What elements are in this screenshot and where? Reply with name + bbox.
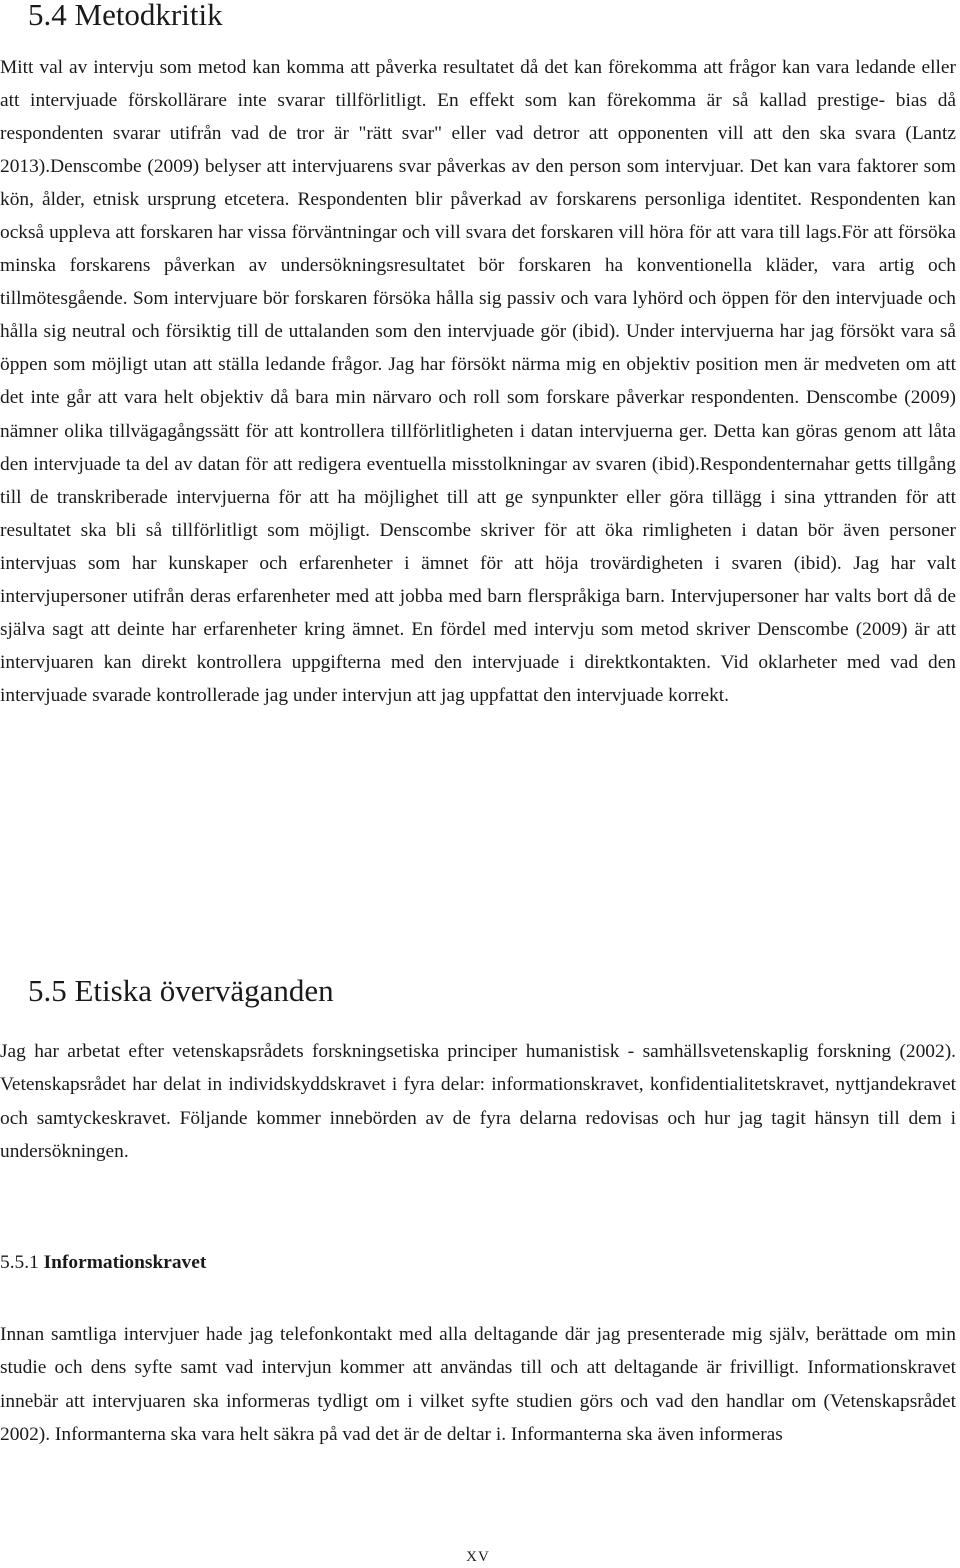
section-heading-metodkritik: 5.4 Metodkritik xyxy=(28,0,223,32)
paragraph-etiska-overvaganden: Jag har arbetat efter vetenskapsrådets forskningsetiska principer humanistisk - samhällsvetenskaplig forskning (2002). Vetenskapsrådet har delat in individskyddskravet i fyra delar: informationskravet, konfidentialitetskravet, nyttjandekravet och samtyckeskravet. Följande kommer innebörden av de fyra delarna redovisas och hur jag tagit hänsyn till dem i undersökningen. xyxy=(0,1041,956,1163)
subsection-heading-informationskravet xyxy=(0,1246,206,1279)
subsection-number: 5.5.1 xyxy=(0,1252,39,1273)
paragraph-metodkritik: Mitt val av intervju som metod kan komma att påverka resultatet då det kan förekomma att frågor kan vara ledande eller att intervjuade förskollärare inte svarar tillförlitligt. En effekt som kan förekomma är så kallad prestige- bias då respondenten svarar utifrån vad de tror är "rätt svar" eller vad detror att opponenten vill att den ska svara (Lantz 2013).Denscombe (2009) belyser att intervjuarens svar påverkas av den person som intervjuar. Det kan vara faktorer som kön, ålder, etnisk ursprung etcetera. Respondenten blir påverkad av forskarens personliga identitet. Respondenten kan också uppleva att forskaren har vissa förväntningar och vill svara det forskaren vill höra för att vara till lags.För att försöka minska forskarens påverkan av undersökningsresultatet bör forskaren ha konventionella kläder, vara artig och tillmötesgående. Som intervjuare bör forskaren försöka hålla sig passiv och vara lyhörd och öppen för den intervjuade och hålla sig neutral och försiktig till de uttalanden som den intervjuade gör (ibid). Under intervjuerna har jag försökt vara så öppen som möjligt utan att ställa ledande frågor. Jag har försökt närma mig en objektiv position men är medveten om att det inte går att vara helt objektiv då bara min närvaro och roll som forskare påverkar respondenten. Denscombe (2009) nämner olika tillvägagångssätt för att kontrollera tillförlitligheten i datan intervjuerna ger. Detta kan göras genom att låta den intervjuade ta del av datan för att redigera eventuella misstolkningar av svaren (ibid).Respondenternahar getts tillgång till de transkriberade intervjuerna för att ha möjlighet till att ge synpunkter eller göra tillägg i sina yttranden för att resultatet ska bli så tillförlitligt som möjligt. Denscombe skriver för att öka rimligheten i datan bör även personer intervjuas som har kunskaper och erfarenheter i ämnet för att höja trovärdigheten i svaren (ibid). Jag har valt intervjupersoner utifrån deras erfarenheter med att jobba med barn flerspråkiga barn. Intervjupersoner har valts bort då de själva sagt att deinte har erfarenheter kring ämnet. En fördel med intervju som metod skriver Denscombe (2009) är att intervjuaren kan direkt kontrollera uppgifterna med den intervjuade i direktkontakten. Vid oklarheter med vad den intervjuade svarade kontrollerade jag under intervjun att jag uppfattat den intervjuade korrekt. xyxy=(0,57,956,706)
paragraph-informationskravet: Innan samtliga intervjuer hade jag telefonkontakt med alla deltagande där jag presenterade mig själv, berättade om min studie och dens syfte samt vad intervjun kommer att användas till och att deltagande är frivilligt. Informationskravet innebär att intervjuaren ska informeras tydligt om i vilket syfte studien görs och vad den handlar om (Vetenskapsrådet 2002). Informanterna ska vara helt säkra på vad det är de deltar i. Informanterna ska även informeras xyxy=(0,1324,956,1446)
page-number: XV xyxy=(466,1549,490,1565)
section-heading-etiska-overvaganden: 5.5 Etiska överväganden xyxy=(28,973,334,1008)
subsection-title: Informationskravet xyxy=(43,1252,207,1273)
